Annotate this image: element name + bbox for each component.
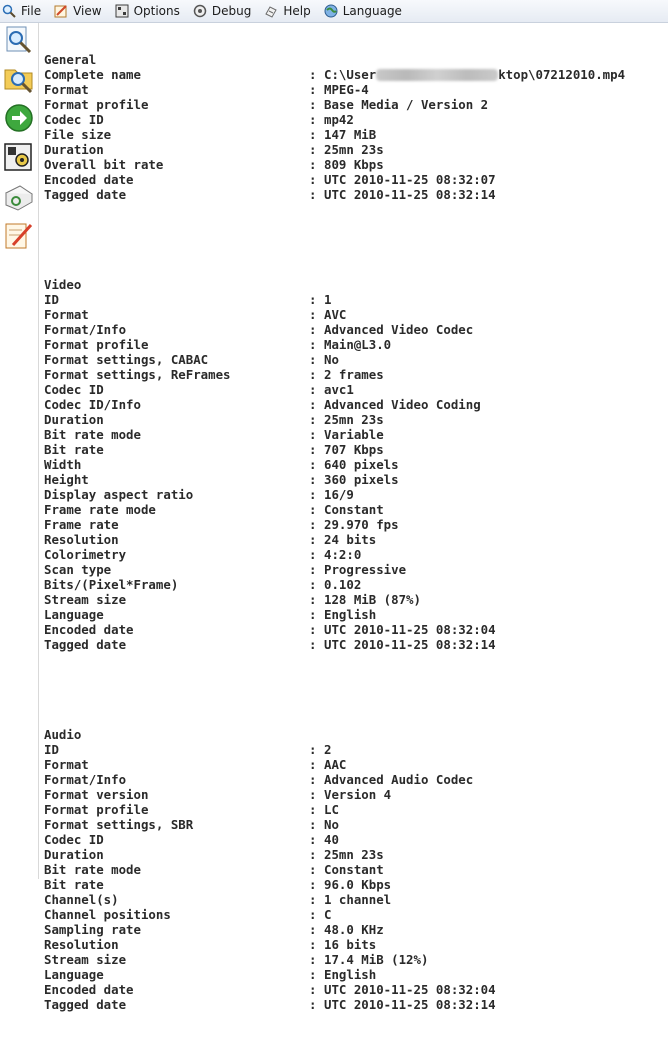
field-value: 360 pixels xyxy=(324,472,399,487)
field-label: Tagged date xyxy=(44,637,127,652)
field-separator: : xyxy=(309,862,317,877)
settings-icon xyxy=(3,141,35,173)
report-row xyxy=(44,592,421,607)
field-label: Resolution xyxy=(44,532,119,547)
field-value: Progressive xyxy=(324,562,407,577)
field-separator: : xyxy=(309,562,317,577)
field-separator: : xyxy=(309,772,317,787)
field-label: ID xyxy=(44,292,59,307)
globe-icon xyxy=(324,4,338,18)
field-label: Format profile xyxy=(44,337,149,352)
report-row xyxy=(44,802,339,817)
field-value: 29.970 fps xyxy=(324,517,399,532)
field-label: Sampling rate xyxy=(44,922,141,937)
report-row xyxy=(44,832,339,847)
section-title: General xyxy=(44,52,97,67)
field-label: Channel positions xyxy=(44,907,171,922)
field-value: 25mn 23s xyxy=(324,142,384,157)
field-label: Format/Info xyxy=(44,772,127,787)
report-row xyxy=(44,997,496,1012)
field-label: Codec ID xyxy=(44,112,104,127)
field-separator: : xyxy=(309,982,317,997)
open-folder-button[interactable] xyxy=(3,62,35,94)
field-label: Stream size xyxy=(44,952,127,967)
field-label: Format profile xyxy=(44,802,149,817)
section-title-line xyxy=(44,277,82,292)
open-file-button[interactable] xyxy=(3,24,35,56)
edit-notes-button[interactable] xyxy=(3,219,35,251)
field-value: 24 bits xyxy=(324,532,377,547)
field-value: C xyxy=(324,907,332,922)
field-separator: : xyxy=(309,517,317,532)
field-value: 16 bits xyxy=(324,937,377,952)
report-row xyxy=(44,952,429,967)
edit-notes-icon xyxy=(3,219,35,251)
report-row xyxy=(44,607,377,622)
report-row xyxy=(44,427,384,442)
field-label: Duration xyxy=(44,412,104,427)
field-separator: : xyxy=(309,97,317,112)
field-separator: : xyxy=(309,937,317,952)
field-label: Frame rate mode xyxy=(44,502,156,517)
menu-file-label: File xyxy=(21,4,42,18)
field-value: Advanced Video Codec xyxy=(324,322,474,337)
field-value: UTC 2010-11-25 08:32:14 xyxy=(324,187,496,202)
report-row xyxy=(44,622,496,637)
field-value: 809 Kbps xyxy=(324,157,384,172)
field-label: Resolution xyxy=(44,937,119,952)
report-row xyxy=(44,172,496,187)
field-value: AAC xyxy=(324,757,347,772)
field-separator: : xyxy=(309,547,317,562)
menu-view-label: View xyxy=(73,4,102,18)
field-label: Bit rate mode xyxy=(44,862,141,877)
field-label: Tagged date xyxy=(44,187,127,202)
report-row xyxy=(44,817,339,832)
field-value: UTC 2010-11-25 08:32:07 xyxy=(324,172,496,187)
report-row xyxy=(44,367,384,382)
report-row xyxy=(44,442,384,457)
field-separator: : xyxy=(309,622,317,637)
report-row xyxy=(44,187,496,202)
field-separator: : xyxy=(309,322,317,337)
field-value: 16/9 xyxy=(324,487,354,502)
audio-section xyxy=(44,727,496,1012)
field-separator: : xyxy=(309,382,317,397)
field-separator: : xyxy=(309,397,317,412)
field-label: Codec ID/Info xyxy=(44,397,141,412)
menu-bar xyxy=(0,0,668,23)
field-value: Constant xyxy=(324,502,384,517)
report-row xyxy=(44,472,399,487)
field-label: Encoded date xyxy=(44,982,134,997)
report-row xyxy=(44,82,369,97)
report-row xyxy=(44,307,347,322)
menu-view[interactable] xyxy=(54,4,101,18)
field-separator: : xyxy=(309,817,317,832)
section-title: Audio xyxy=(44,727,82,742)
media-info-report xyxy=(44,22,626,1042)
report-row xyxy=(44,292,332,307)
report-row xyxy=(44,532,377,547)
field-separator: : xyxy=(309,142,317,157)
field-value: Variable xyxy=(324,427,384,442)
field-value: 2 xyxy=(324,742,332,757)
report-row xyxy=(44,502,384,517)
report-row xyxy=(44,787,392,802)
field-value-prefix: C:\User xyxy=(324,67,377,82)
field-separator: : xyxy=(309,952,317,967)
field-label: Language xyxy=(44,607,104,622)
report-row xyxy=(44,112,354,127)
open-folder-icon xyxy=(3,62,35,94)
field-value: No xyxy=(324,352,339,367)
menu-language-label: Language xyxy=(342,4,402,18)
report-row xyxy=(44,577,362,592)
field-label: Duration xyxy=(44,142,104,157)
field-value: 96.0 Kbps xyxy=(324,877,392,892)
field-separator: : xyxy=(309,997,317,1012)
section-title: Video xyxy=(44,277,82,292)
field-label: Bit rate xyxy=(44,442,104,457)
menu-file[interactable] xyxy=(2,4,41,18)
field-label: Stream size xyxy=(44,592,127,607)
field-separator: : xyxy=(309,112,317,127)
menu-help[interactable] xyxy=(264,4,310,18)
field-label: Format xyxy=(44,82,89,97)
field-label: Codec ID xyxy=(44,382,104,397)
field-value xyxy=(324,67,625,82)
report-row xyxy=(44,922,384,937)
field-label: Language xyxy=(44,967,104,982)
field-label: Bit rate mode xyxy=(44,427,141,442)
field-value: Main@L3.0 xyxy=(324,337,392,352)
report-row xyxy=(44,457,399,472)
view-edit-icon xyxy=(54,4,68,18)
field-value: 25mn 23s xyxy=(324,847,384,862)
field-separator: : xyxy=(309,82,317,97)
field-separator: : xyxy=(309,832,317,847)
field-label: Colorimetry xyxy=(44,547,127,562)
field-separator: : xyxy=(309,967,317,982)
field-value: Constant xyxy=(324,862,384,877)
field-label: Frame rate xyxy=(44,517,119,532)
debug-icon xyxy=(193,4,207,18)
field-separator: : xyxy=(309,742,317,757)
section-spacer xyxy=(44,232,74,247)
field-value: 128 MiB (87%) xyxy=(324,592,421,607)
report-row xyxy=(44,907,332,922)
field-label: Width xyxy=(44,457,82,472)
field-separator: : xyxy=(309,157,317,172)
field-separator: : xyxy=(309,337,317,352)
field-value: AVC xyxy=(324,307,347,322)
report-row xyxy=(44,892,392,907)
field-separator: : xyxy=(309,487,317,502)
field-value: 17.4 MiB (12%) xyxy=(324,952,429,967)
report-row xyxy=(44,382,354,397)
field-label: Encoded date xyxy=(44,622,134,637)
field-value: 25mn 23s xyxy=(324,412,384,427)
field-separator: : xyxy=(309,877,317,892)
field-label: Format settings, SBR xyxy=(44,817,194,832)
report-row xyxy=(44,847,384,862)
field-value: Version 4 xyxy=(324,787,392,802)
field-value: UTC 2010-11-25 08:32:14 xyxy=(324,997,496,1012)
settings-button[interactable] xyxy=(3,141,35,173)
field-value: 1 xyxy=(324,292,332,307)
field-label: Format xyxy=(44,307,89,322)
field-separator: : xyxy=(309,592,317,607)
field-label: Format/Info xyxy=(44,322,127,337)
field-separator: : xyxy=(309,307,317,322)
open-file-icon xyxy=(3,24,35,56)
field-value-suffix: ktop\07212010.mp4 xyxy=(498,67,626,82)
field-separator: : xyxy=(309,892,317,907)
report-row xyxy=(44,862,384,877)
report-row xyxy=(44,337,392,352)
report-row xyxy=(44,967,377,982)
general-section xyxy=(44,52,626,202)
field-label: Tagged date xyxy=(44,997,127,1012)
field-separator: : xyxy=(309,847,317,862)
field-separator: : xyxy=(309,442,317,457)
email-button[interactable] xyxy=(3,181,35,213)
field-label: Codec ID xyxy=(44,832,104,847)
field-separator: : xyxy=(309,67,317,82)
report-panel xyxy=(38,23,668,1012)
menu-options[interactable] xyxy=(115,4,180,18)
video-section xyxy=(44,277,496,652)
field-separator: : xyxy=(309,427,317,442)
field-separator: : xyxy=(309,172,317,187)
menu-options-label: Options xyxy=(133,4,180,18)
field-label: Channel(s) xyxy=(44,892,119,907)
field-separator: : xyxy=(309,637,317,652)
field-label: Display aspect ratio xyxy=(44,487,194,502)
field-separator: : xyxy=(309,127,317,142)
section-spacer xyxy=(44,682,74,697)
report-row xyxy=(44,742,332,757)
report-row xyxy=(44,877,392,892)
field-label: Overall bit rate xyxy=(44,157,164,172)
field-value: 0.102 xyxy=(324,577,362,592)
field-value: 640 pixels xyxy=(324,457,399,472)
report-row xyxy=(44,412,384,427)
field-label: ID xyxy=(44,742,59,757)
report-row xyxy=(44,547,362,562)
field-separator: : xyxy=(309,412,317,427)
field-label: Encoded date xyxy=(44,172,134,187)
field-separator: : xyxy=(309,472,317,487)
report-row xyxy=(44,937,377,952)
report-row xyxy=(44,772,474,787)
field-separator: : xyxy=(309,532,317,547)
report-row xyxy=(44,97,489,112)
field-separator: : xyxy=(309,802,317,817)
field-value: UTC 2010-11-25 08:32:04 xyxy=(324,982,496,997)
field-label: Height xyxy=(44,472,89,487)
report-row xyxy=(44,157,384,172)
field-value: 48.0 KHz xyxy=(324,922,384,937)
report-row xyxy=(44,487,354,502)
section-title-line xyxy=(44,727,82,742)
field-value: UTC 2010-11-25 08:32:14 xyxy=(324,637,496,652)
field-value: mp42 xyxy=(324,112,354,127)
field-label: Complete name xyxy=(44,67,141,82)
field-label: Format settings, ReFrames xyxy=(44,367,231,382)
field-separator: : xyxy=(309,457,317,472)
field-value: 707 Kbps xyxy=(324,442,384,457)
field-separator: : xyxy=(309,352,317,367)
options-icon xyxy=(115,4,129,18)
field-value: MPEG-4 xyxy=(324,82,369,97)
report-row xyxy=(44,562,407,577)
field-value: LC xyxy=(324,802,339,817)
report-row xyxy=(44,757,347,772)
field-separator: : xyxy=(309,292,317,307)
next-icon xyxy=(3,102,35,134)
report-row xyxy=(44,637,496,652)
field-separator: : xyxy=(309,787,317,802)
field-label: Format profile xyxy=(44,97,149,112)
field-separator: : xyxy=(309,922,317,937)
section-title-line xyxy=(44,52,97,67)
field-label: Bits/(Pixel*Frame) xyxy=(44,577,179,592)
field-separator: : xyxy=(309,757,317,772)
report-row xyxy=(44,67,626,82)
field-value: 4:2:0 xyxy=(324,547,362,562)
report-row xyxy=(44,982,496,997)
menu-debug[interactable] xyxy=(193,4,251,18)
field-label: Format xyxy=(44,757,89,772)
help-icon xyxy=(264,4,278,18)
menu-language[interactable] xyxy=(324,4,402,18)
report-row xyxy=(44,322,474,337)
field-label: Format settings, CABAC xyxy=(44,352,209,367)
field-separator: : xyxy=(309,577,317,592)
menu-debug-label: Debug xyxy=(211,4,252,18)
field-label: Bit rate xyxy=(44,877,104,892)
field-value: 147 MiB xyxy=(324,127,377,142)
field-value: English xyxy=(324,607,377,622)
field-value: Advanced Video Coding xyxy=(324,397,481,412)
field-value: UTC 2010-11-25 08:32:04 xyxy=(324,622,496,637)
report-row xyxy=(44,142,384,157)
side-toolbar xyxy=(0,23,38,879)
field-value: avc1 xyxy=(324,382,354,397)
field-label: Duration xyxy=(44,847,104,862)
report-row xyxy=(44,397,481,412)
redacted-path-blur xyxy=(376,69,498,81)
report-row xyxy=(44,517,399,532)
report-row xyxy=(44,352,339,367)
file-search-icon xyxy=(2,4,16,18)
email-icon xyxy=(3,181,35,213)
field-separator: : xyxy=(309,607,317,622)
field-label: Format version xyxy=(44,787,149,802)
field-value: Advanced Audio Codec xyxy=(324,772,474,787)
field-value: English xyxy=(324,967,377,982)
field-value: No xyxy=(324,817,339,832)
report-row xyxy=(44,127,377,142)
field-value: Base Media / Version 2 xyxy=(324,97,489,112)
next-button[interactable] xyxy=(3,102,35,134)
field-separator: : xyxy=(309,187,317,202)
field-label: Scan type xyxy=(44,562,112,577)
field-separator: : xyxy=(309,907,317,922)
field-separator: : xyxy=(309,367,317,382)
field-value: 1 channel xyxy=(324,892,392,907)
field-value: 2 frames xyxy=(324,367,384,382)
menu-help-label: Help xyxy=(283,4,311,18)
field-label: File size xyxy=(44,127,112,142)
field-separator: : xyxy=(309,502,317,517)
field-value: 40 xyxy=(324,832,339,847)
